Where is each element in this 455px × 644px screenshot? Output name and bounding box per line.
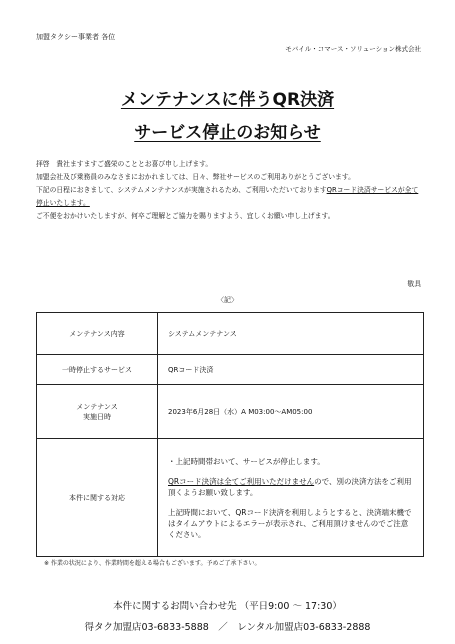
response-label: 本件に関する対応 [37,439,158,557]
note-unavailable [168,476,415,498]
thanks-paragraph: 加盟会社及び乗務員のみなさまにおかれましては、日々、弊社サービスのご利用ありがとうございます。 [36,173,355,181]
table-row [37,355,424,385]
sender-company: モバイル・コマース・ソリューション株式会社 [285,45,421,53]
greeting-paragraph: 拝啓 貴社ますますご盛栄のこととお喜び申し上げます。 [36,160,213,168]
note-unavailable-rest: ので、別の決済方法をご利用頂くようお願い致します。 [168,476,412,497]
datetime-label-line1: メンテナンス [76,402,118,411]
title-line-1: メンテナンスに伴うQR決済 [120,90,335,110]
title-line-2: サービス停止のお知らせ [134,123,321,143]
datetime-label [37,385,158,439]
ki-marker: 〈記〉 [217,296,238,304]
content-value: システムメンテナンス [158,313,424,355]
addressee: 加盟タクシー事業者 各位 [36,33,116,41]
service-value: QRコード決済 [158,355,424,385]
service-label: 一時停止するサービス [37,355,158,385]
footnote: ※ 作業の状況により、作業時間を超える場合もございます。予めご了承下さい。 [44,560,261,567]
notice-paragraph [36,184,424,210]
table-row [37,313,424,355]
inquiry-heading: 本件に関するお問い合わせ先 （平日9:00 ～ 17:30） [113,601,342,612]
note-timeout: 上記時間において、QRコード決済を利用しようとすると、決済端末機ではタイムアウトによるエラーが表示され、ご利用頂けませんのでご注意ください。 [168,507,412,539]
notice-emphasis: QRコード決済サービスが全て停止いたします。 [36,186,419,207]
response-notes [158,439,424,557]
letter-body [36,158,424,223]
closing-keigu: 敬具 [407,280,421,288]
content-label: メンテナンス内容 [37,313,158,355]
apology-paragraph: ご不便をおかけいたしますが、何卒ご理解とご協力を賜りますよう、宜しくお願い申し上げます。 [36,212,335,220]
table-row [37,385,424,439]
contact-numbers: 得タク加盟店03-6833-5888 ／ レンタル加盟店03-6833-2888 [84,622,371,633]
notice-text: 下記の日程におきまして、システムメンテナンスが実施されるため、ご利用いただいておりますQRコード決済サービスが全て停止いたします。 [36,186,419,207]
note-service-stop: ・上記時間帯おいて、サービスが停止します。 [168,456,325,466]
datetime-value: 2023年6月28日（水）A M03:00～AM05:00 [158,385,424,439]
table-row [37,439,424,557]
note-unavailable-emphasis: QRコード決済は全てご利用いただけません [168,476,315,486]
datetime-label-line2: 実施日時 [83,412,111,421]
maintenance-info-table [36,312,424,557]
